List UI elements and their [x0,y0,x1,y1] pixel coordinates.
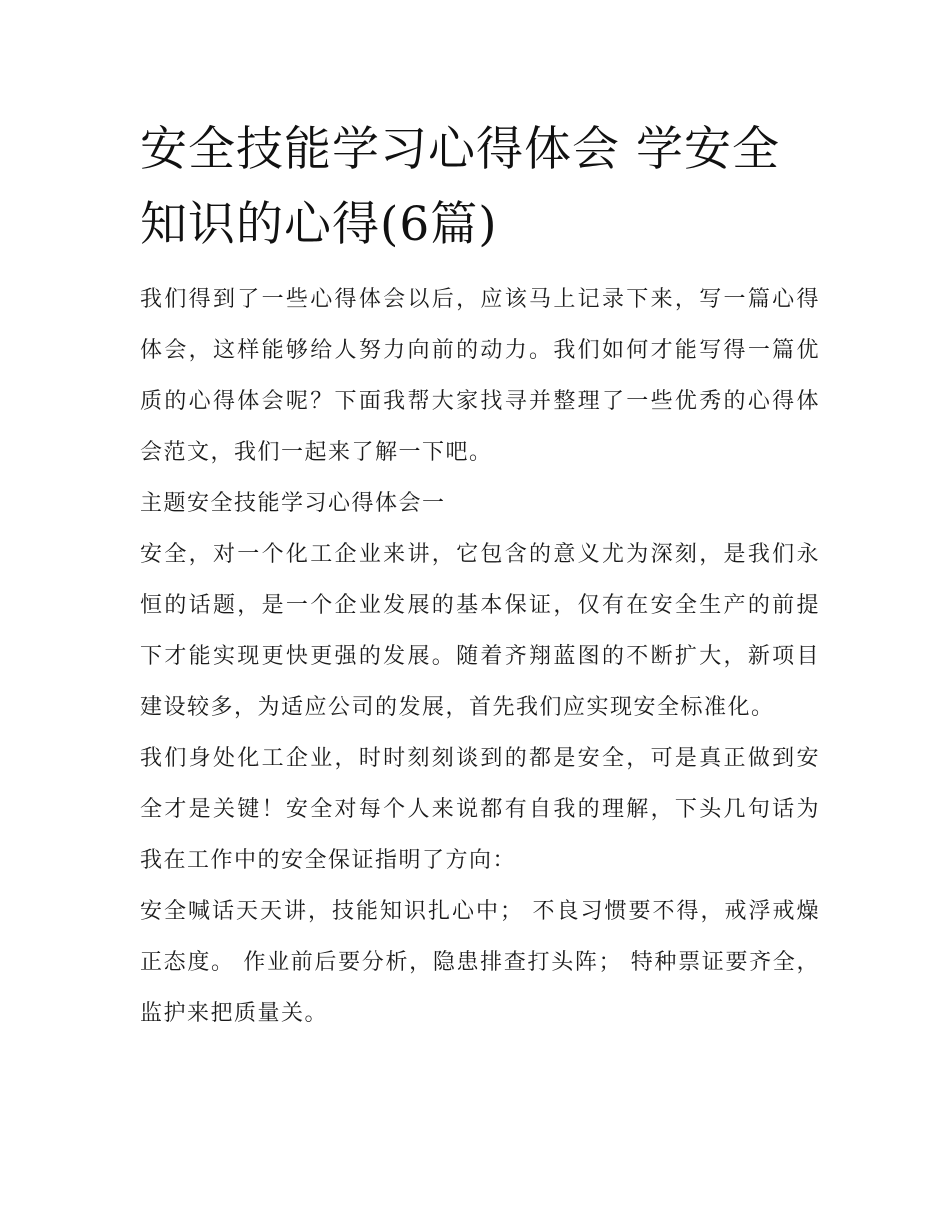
body-paragraph: 安全，对一个化工企业来讲，它包含的意义尤为深刻，是我们永恒的话题，是一个企业发展的基本保证，仅有在安全生产的前提下才能实现更快更强的发展。随着齐翔蓝图的不断扩大，新项目建设较多，为适应公司的发展，首先我们应实现安全标准化。 [140,542,820,720]
slogan-paragraph: 安全喊话天天讲，技能知识扎心中； 不良习惯要不得，戒浮戒燥正态度。 作业前后要分析，隐患排查打头阵； 特种票证要齐全，监护来把质量关。 [140,899,820,1026]
body-paragraph: 我们身处化工企业，时时刻刻谈到的都是安全，可是真正做到安全才是关键！安全对每个人来说都有自我的理解，下头几句话为我在工作中的安全保证指明了方向： [140,746,820,873]
section-heading: 主题安全技能学习心得体会一 [140,491,446,516]
document-page [140,112,820,1039]
intro-paragraph: 我们得到了一些心得体会以后，应该马上记录下来，写一篇心得体会，这样能够给人努力向前的动力。我们如何才能写得一篇优质的心得体会呢？下面我帮大家找寻并整理了一些优秀的心得体会范文，我们一起来了解一下吧。 [140,287,820,465]
document-body [140,274,820,1039]
document-title: 安全技能学习心得体会 学安全知识的心得(6篇) [140,122,780,252]
